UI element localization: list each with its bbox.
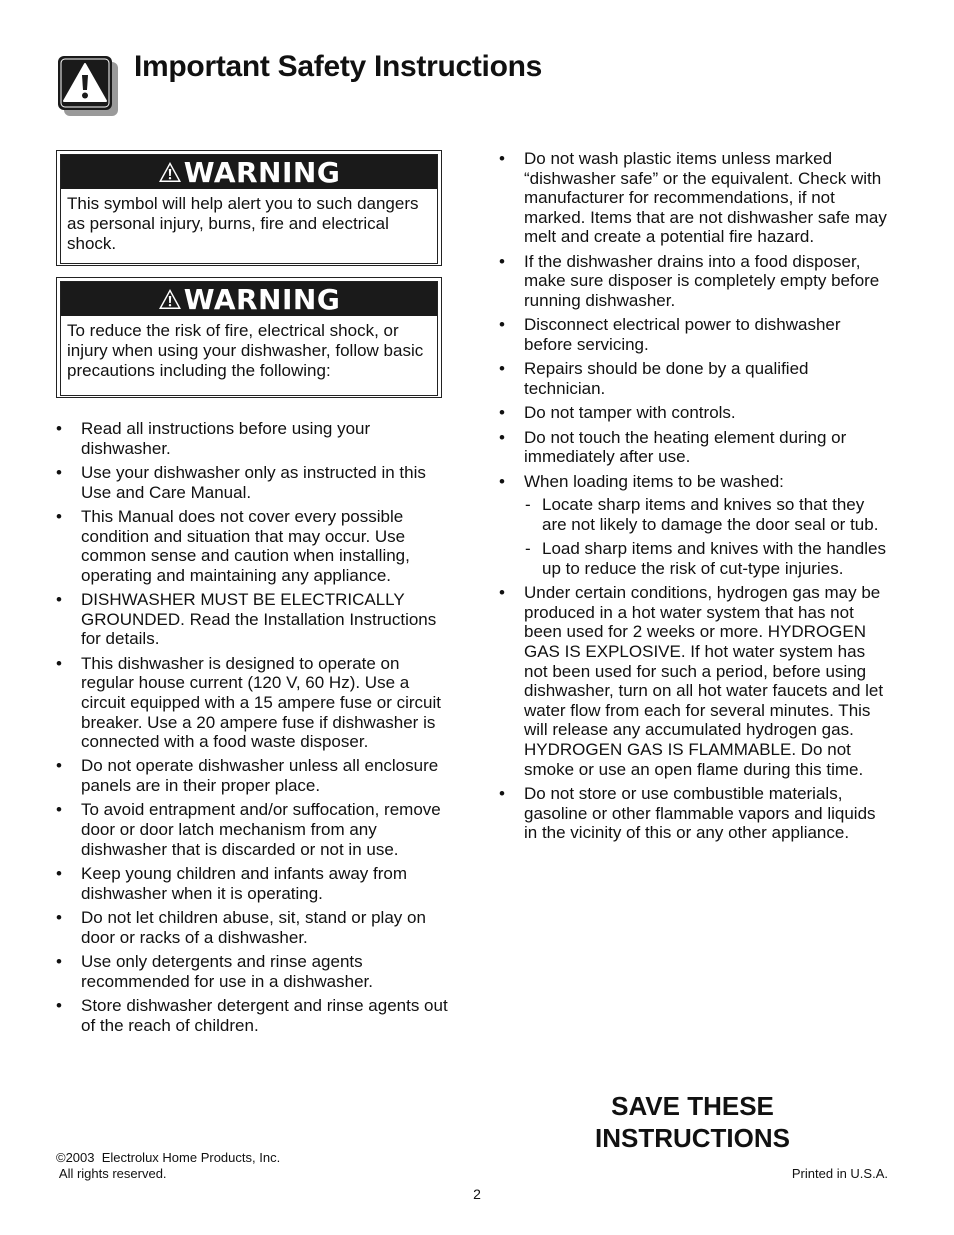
copyright-line-2: All rights reserved. [56, 1166, 167, 1181]
list-item: • Do not wash plastic items unless marked “dishwasher safe” or the equivalent. Check with manufacturer for recommendations, if not marked. Items that are not dishwasher safe may melt and create a potential fire hazard. [499, 149, 891, 247]
save-instructions-notice [560, 1090, 825, 1154]
list-item: • Do not tamper with controls. [499, 403, 891, 423]
list-item: • Do not let children abuse, sit, stand or play on door or racks of a dishwasher. [56, 908, 448, 947]
page-title: Important Safety Instructions [134, 50, 543, 83]
loading-sublist [524, 495, 891, 578]
list-item: • Do not operate dishwasher unless all enclosure panels are in their proper place. [56, 756, 448, 795]
list-item: • Under certain conditions, hydrogen gas may be produced in a hot water system that has not been used for 2 weeks or more. HYDROGEN GAS IS EXPLOSIVE. If hot water system has not been used for such a period, before using dishwasher, turn on all hot water faucets and let water flow from each for several minutes. This will release any accumulated hydrogen gas. HYDROGEN GAS IS FLAMMABLE. Do not smoke or use an open flame during this time. [499, 583, 891, 779]
printed-notice: Printed in U.S.A. [791, 1166, 888, 1181]
list-item: • This dishwasher is designed to operate on regular house current (120 V, 60 Hz). Use a circuit equipped with a 15 ampere fuse or circuit breaker. Use a 20 ampere fuse if dishwasher is connected with a food waste disposer. [56, 654, 448, 752]
warning-triangle-icon [158, 288, 182, 310]
left-safety-list [56, 419, 448, 1040]
save-line-1: SAVE THESE [611, 1091, 774, 1121]
warning-box-symbol [56, 150, 442, 266]
list-item: • Keep young children and infants away from dishwasher when it is operating. [56, 864, 448, 903]
sub-list-item: - Locate sharp items and knives so that they are not likely to damage the door seal or tub. [524, 495, 891, 534]
warning-icon [58, 56, 118, 116]
warning-label: WARNING [183, 155, 341, 189]
warning-box-precautions [56, 277, 442, 398]
list-item: • Do not touch the heating element during or immediately after use. [499, 428, 891, 467]
list-item: • Use only detergents and rinse agents recommended for use in a dishwasher. [56, 952, 448, 991]
warning-banner [61, 282, 437, 316]
list-item: • If the dishwasher drains into a food disposer, make sure disposer is completely empty before running dishwasher. [499, 252, 891, 311]
warning-text: This symbol will help alert you to such dangers as personal injury, burns, fire and electrical shock. [67, 194, 419, 253]
list-item: • Disconnect electrical power to dishwasher before servicing. [499, 315, 891, 354]
list-item: • This Manual does not cover every possible condition and situation that may occur. Use common sense and caution when installing, operating and maintaining any appliance. [56, 507, 448, 585]
page-number: 2 [473, 1186, 481, 1202]
right-safety-list [499, 149, 891, 848]
warning-banner [61, 155, 437, 189]
list-item: • Use your dishwasher only as instructed in this Use and Care Manual. [56, 463, 448, 502]
warning-triangle-icon [158, 161, 182, 183]
warning-label: WARNING [183, 282, 341, 316]
list-item: • DISHWASHER MUST BE ELECTRICALLY GROUNDED. Read the Installation Instructions for details. [56, 590, 448, 649]
list-item-loading [499, 472, 891, 579]
warning-text: To reduce the risk of fire, electrical shock, or injury when using your dishwasher, follow basic precautions including the following: [67, 321, 424, 380]
list-item: • To avoid entrapment and/or suffocation, remove door or door latch mechanism from any dishwasher that is discarded or not in use. [56, 800, 448, 859]
copyright [56, 1150, 280, 1182]
list-item: • Do not store or use combustible materials, gasoline or other flammable vapors and liquids in the vicinity of this or any other appliance. [499, 784, 891, 843]
save-line-2: INSTRUCTIONS [595, 1123, 790, 1153]
list-item: • Repairs should be done by a qualified technician. [499, 359, 891, 398]
copyright-line-1: ©2003 Electrolux Home Products, Inc. [56, 1150, 281, 1165]
list-item-text: When loading items to be washed: [524, 471, 784, 491]
sub-list-item: - Load sharp items and knives with the handles up to reduce the risk of cut-type injuries. [524, 539, 891, 578]
list-item: • Store dishwasher detergent and rinse agents out of the reach of children. [56, 996, 448, 1035]
list-item: • Read all instructions before using your dishwasher. [56, 419, 448, 458]
